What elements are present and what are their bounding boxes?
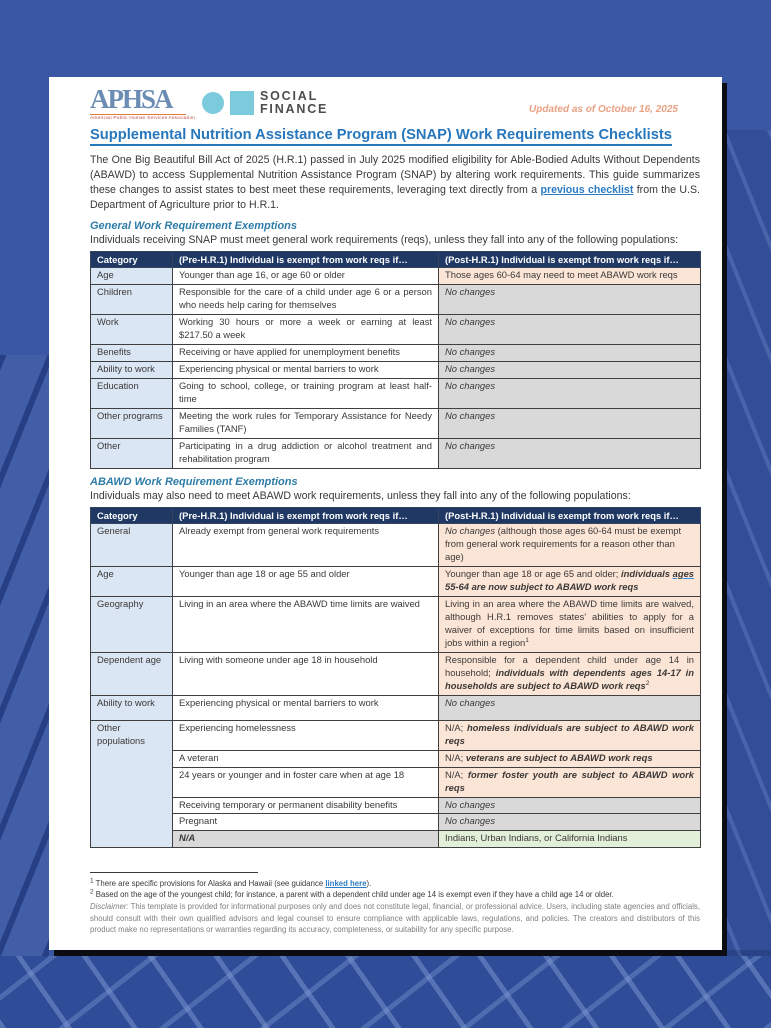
category-cell: General bbox=[91, 524, 173, 567]
section-lead-general: Individuals receiving SNAP must meet general work requirements (reqs), unless they fall into any of the following populations: bbox=[90, 234, 679, 247]
square-icon bbox=[230, 91, 254, 115]
section-heading-abawd: ABAWD Work Requirement Exemptions bbox=[90, 475, 298, 488]
pre-hr1-cell: 24 years or younger and in foster care when at age 18 bbox=[173, 767, 439, 797]
pre-hr1-cell: Experiencing physical or mental barriers to work bbox=[173, 695, 439, 720]
table-row bbox=[91, 439, 701, 469]
column-header: (Post-H.R.1) Individual is exempt from work reqs if… bbox=[439, 252, 701, 268]
category-cell: Ability to work bbox=[91, 362, 173, 379]
column-header: Category bbox=[91, 252, 173, 268]
background-building-bottom bbox=[0, 956, 771, 1028]
pre-hr1-cell: Receiving or have applied for unemployment benefits bbox=[173, 345, 439, 362]
updated-date: Updated as of October 16, 2025 bbox=[529, 103, 678, 115]
social-finance-wordmark bbox=[260, 90, 328, 117]
pre-hr1-cell: Younger than age 18 or age 55 and older bbox=[173, 566, 439, 596]
category-cell: Education bbox=[91, 379, 173, 409]
post-hr1-cell: Responsible for a dependent child under age 14 in household; individuals with dependents ages 14-17 in households are subject to ABAWD work reqs$^2$ bbox=[439, 652, 701, 695]
section-lead-abawd: Individuals may also need to meet ABAWD work requirements, unless they fall into any of the following populations: bbox=[90, 489, 631, 502]
disclaimer bbox=[90, 901, 700, 936]
pre-hr1-cell: Younger than age 16, or age 60 or older bbox=[173, 268, 439, 285]
post-hr1-cell: No changes bbox=[439, 345, 701, 362]
intro-paragraph bbox=[90, 153, 700, 214]
table-row bbox=[91, 315, 701, 345]
pre-hr1-cell: Working 30 hours or more a week or earning at least $217.50 a week bbox=[173, 315, 439, 345]
pre-hr1-cell: Participating in a drug addiction or alcohol treatment and rehabilitation program bbox=[173, 439, 439, 469]
pre-hr1-cell: Experiencing homelessness bbox=[173, 720, 439, 750]
table-row bbox=[91, 409, 701, 439]
category-cell: Age bbox=[91, 566, 173, 596]
table-row bbox=[91, 566, 701, 596]
post-hr1-cell: No changes bbox=[439, 285, 701, 315]
table-row bbox=[91, 695, 701, 720]
pre-hr1-cell: Experiencing physical or mental barriers to work bbox=[173, 362, 439, 379]
column-header: (Post-H.R.1) Individual is exempt from work reqs if… bbox=[439, 508, 701, 524]
category-cell: Other programs bbox=[91, 409, 173, 439]
category-cell: Geography bbox=[91, 596, 173, 652]
background-building-left bbox=[0, 355, 49, 1028]
page-title: Supplemental Nutrition Assistance Program (SNAP) Work Requirements Checklists bbox=[90, 127, 672, 146]
table-row bbox=[91, 524, 701, 567]
category-cell: Ability to work bbox=[91, 695, 173, 720]
post-hr1-cell: Younger than age 18 or age 65 and older; individuals ages 55-64 are now subject to ABAWD work reqs bbox=[439, 566, 701, 596]
social-finance-line1: SOCIAL bbox=[260, 88, 319, 103]
category-cell: Other populations bbox=[91, 720, 173, 848]
post-hr1-cell: No changes bbox=[439, 439, 701, 469]
table-row bbox=[91, 596, 701, 652]
table-row bbox=[91, 750, 701, 767]
post-hr1-cell: Indians, Urban Indians, or California Indians bbox=[439, 831, 701, 848]
footnote-divider bbox=[90, 872, 258, 873]
category-cell: Age bbox=[91, 268, 173, 285]
linked-here-link[interactable]: linked here bbox=[325, 878, 367, 888]
post-hr1-cell: No changes bbox=[439, 379, 701, 409]
footnote-1-marker: 1 bbox=[90, 876, 94, 884]
post-hr1-cell: No changes bbox=[439, 797, 701, 814]
footnotes bbox=[90, 872, 700, 936]
general-exemptions-table bbox=[90, 251, 701, 469]
document-page bbox=[49, 77, 722, 950]
post-hr1-cell: No changes bbox=[439, 315, 701, 345]
aphsa-tagline: American Public Human Services Association bbox=[90, 115, 196, 121]
social-finance-logo bbox=[202, 90, 328, 121]
footnote-2-marker: 2 bbox=[90, 888, 94, 896]
pre-hr1-cell: Responsible for the care of a child under age 6 or a person who needs help caring for themselves bbox=[173, 285, 439, 315]
footnote-1-text-after: ). bbox=[366, 878, 372, 888]
post-hr1-cell: No changes bbox=[439, 814, 701, 831]
pre-hr1-cell: N/A bbox=[173, 831, 439, 848]
column-header: Category bbox=[91, 508, 173, 524]
column-header: (Pre-H.R.1) Individual is exempt from work reqs if… bbox=[173, 252, 439, 268]
category-cell: Other bbox=[91, 439, 173, 469]
aphsa-logo bbox=[90, 84, 196, 121]
category-cell: Dependent age bbox=[91, 652, 173, 695]
table-row bbox=[91, 720, 701, 750]
table-row bbox=[91, 767, 701, 797]
disclaimer-text: This template is provided for informational purposes only and does not constitute legal, financial, or professional advice. Users, including state agencies and officials, should consult with their own qualified advisors and legal counsel to ensure compliance with applicable laws, regulations, and policies. The creators and distributors of this product make no representations or warranties regarding its accuracy, completeness, or suitability for any specific purpose. bbox=[90, 901, 700, 935]
pre-hr1-cell: Pregnant bbox=[173, 814, 439, 831]
logo-row bbox=[90, 84, 329, 121]
table-row bbox=[91, 831, 701, 848]
post-hr1-cell: N/A; homeless individuals are subject to ABAWD work reqs bbox=[439, 720, 701, 750]
pre-hr1-cell: Meeting the work rules for Temporary Assistance for Needy Families (TANF) bbox=[173, 409, 439, 439]
post-hr1-cell: No changes (although those ages 60-64 must be exempt from general work requirements for a reason other than age) bbox=[439, 524, 701, 567]
column-header: (Pre-H.R.1) Individual is exempt from work reqs if… bbox=[173, 508, 439, 524]
background-building-right bbox=[722, 130, 771, 1028]
post-hr1-cell: Those ages 60-64 may need to meet ABAWD work reqs bbox=[439, 268, 701, 285]
table-row bbox=[91, 379, 701, 409]
abawd-exemptions-table bbox=[90, 507, 701, 848]
footnote-1-text: There are specific provisions for Alaska and Hawaii (see guidance bbox=[93, 878, 326, 888]
post-hr1-cell: No changes bbox=[439, 409, 701, 439]
table-row bbox=[91, 797, 701, 814]
table-row bbox=[91, 362, 701, 379]
pre-hr1-cell: Already exempt from general work requirements bbox=[173, 524, 439, 567]
post-hr1-cell: Living in an area where the ABAWD time limits are waived, although H.R.1 removes states’ abilities to apply for a waiver of exceptions for time limits based on insufficient jobs within a region$^1$ bbox=[439, 596, 701, 652]
table-row bbox=[91, 345, 701, 362]
post-hr1-cell: N/A; former foster youth are subject to ABAWD work reqs bbox=[439, 767, 701, 797]
aphsa-wordmark: APHSA bbox=[90, 84, 172, 114]
disclaimer-label: Disclaimer: bbox=[90, 901, 129, 911]
circle-icon bbox=[202, 92, 224, 114]
footnote-1 bbox=[90, 878, 700, 890]
category-cell: Benefits bbox=[91, 345, 173, 362]
previous-checklist-link[interactable]: previous checklist bbox=[540, 183, 634, 196]
section-heading-general: General Work Requirement Exemptions bbox=[90, 220, 298, 233]
footnote-2-text: Based on the age of the youngest child; for instance, a parent with a dependent child under age 14 is exempt even if they have a child age 14 or older. bbox=[93, 890, 614, 900]
pre-hr1-cell: Living with someone under age 18 in household bbox=[173, 652, 439, 695]
post-hr1-cell: No changes bbox=[439, 695, 701, 720]
social-finance-line2: FINANCE bbox=[260, 102, 329, 117]
table-row bbox=[91, 268, 701, 285]
table-header-row bbox=[91, 252, 701, 268]
pre-hr1-cell: A veteran bbox=[173, 750, 439, 767]
post-hr1-cell: No changes bbox=[439, 362, 701, 379]
category-cell: Children bbox=[91, 285, 173, 315]
pre-hr1-cell: Receiving temporary or permanent disability benefits bbox=[173, 797, 439, 814]
pre-hr1-cell: Living in an area where the ABAWD time limits are waived bbox=[173, 596, 439, 652]
intro-text: The One Big Beautiful Bill Act of 2025 (H.R.1) passed in July 2025 modified eligibility for Able-Bodied Adults Without Dependents (ABAWD) to access Supplemental Nutrition Assistance Program (SNAP) by altering work requirements. This guide summarizes these changes to assist states to best meet these requirements, leveraging text directly from a bbox=[90, 153, 700, 196]
table-header-row bbox=[91, 508, 701, 524]
table-row bbox=[91, 285, 701, 315]
category-cell: Work bbox=[91, 315, 173, 345]
footnote-2 bbox=[90, 889, 700, 901]
post-hr1-cell: N/A; veterans are subject to ABAWD work reqs bbox=[439, 750, 701, 767]
pre-hr1-cell: Going to school, college, or training program at least half-time bbox=[173, 379, 439, 409]
document-header bbox=[90, 84, 700, 121]
table-row bbox=[91, 652, 701, 695]
table-row bbox=[91, 814, 701, 831]
intro-text-after: from the U.S. Department of Agriculture prior to H.R.1. bbox=[90, 183, 700, 212]
